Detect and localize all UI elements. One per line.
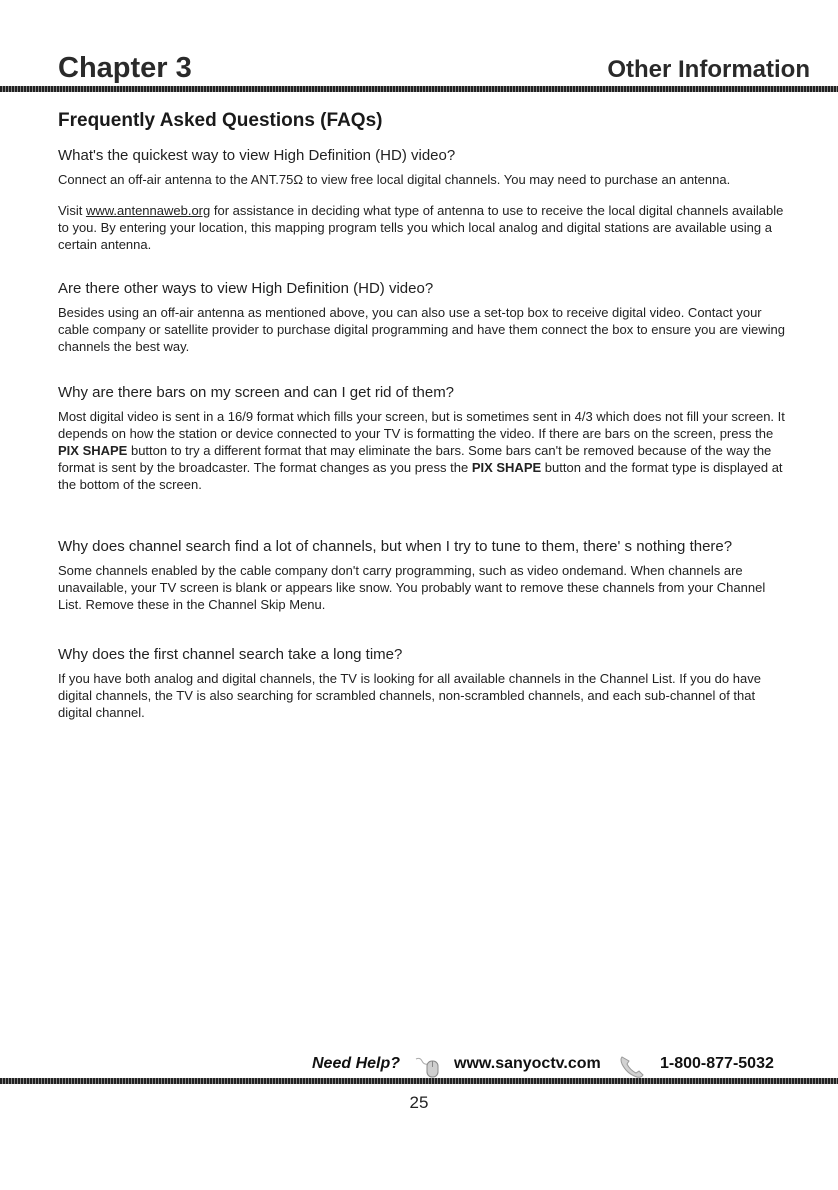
answer-text: button and the format type is displayed at the bottom of the screen. [58,460,783,492]
antennaweb-link[interactable]: www.antennaweb.org [85,203,211,218]
faq-question: Why are there bars on my screen and can I get rid of them? [58,384,455,401]
faq-answer [58,408,788,493]
help-footer [312,1053,802,1077]
page-header [58,52,810,88]
answer-text: Most digital video is sent in a 16/9 format which fills your screen, but is sometimes sent in 4/3 which does not fill your screen. It depends on how the station or device connected to your TV is formatting the video. If there are bars on the screen, press the [58,409,785,441]
faq-question: What's the quickest way to view High Definition (HD) video? [58,147,456,164]
answer-text: for assistance in deciding what type of antenna to use to receive the local digital channels available to you. By entering your location, this mapping program tells you which local analog and digital stations are available using a certain antenna. [58,203,784,252]
pix-shape-label: PIX SHAPE [58,443,128,458]
need-help-text: Need Help? [312,1055,401,1072]
faq-answer: Some channels enabled by the cable company don't carry programming, such as video ondemand. When channels are unavailable, your TV screen is blank or appears like snow. You probably want to remove these channels from your Channel List. Remove these in the Channel Skip Menu. [58,563,766,612]
faq-answer: Connect an off-air antenna to the ANT.75Ω to view free local digital channels. You may need to purchase an antenna. [58,172,731,187]
website-link[interactable]: www.sanyoctv.com [454,1055,601,1072]
faq-question: Are there other ways to view High Definition (HD) video? [58,280,434,297]
answer-text: button to try a different format that may eliminate the bars. Some bars can't be removed because of the way the format is sent by the broadcaster. The format changes as you press the [58,443,772,475]
mouse-icon [414,1055,442,1079]
phone-icon [618,1055,648,1079]
faq-item [58,383,788,493]
faq-item [58,537,788,613]
section-title: Other Information [607,56,810,83]
pix-shape-label: PIX SHAPE [471,460,542,475]
page-number: 25 [409,1093,429,1112]
faq-question: Why does channel search find a lot of channels, but when I try to tune to them, there' s nothing there? [58,538,733,555]
faq-item [58,146,788,253]
answer-text: Visit [58,203,86,218]
faq-answer: Besides using an off-air antenna as mentioned above, you can also use a set-top box to receive digital video. Contact your cable company or satellite provider to purchase digital programming and have them connect the box to ensure you are viewing channels the best way. [58,305,785,354]
faq-answer: If you have both analog and digital channels, the TV is looking for all available channels in the Channel List. If you do have digital channels, the TV is also searching for scrambled channels, non-scrambled channels, and each sub-channel of that digital channel. [58,671,761,720]
header-rule [0,86,838,92]
faq-answer [58,202,788,253]
faq-item [58,279,788,355]
chapter-title: Chapter 3 [58,52,192,84]
faq-question: Why does the first channel search take a long time? [58,646,403,663]
phone-number: 1-800-877-5032 [660,1055,774,1072]
faq-content [58,110,788,735]
page-title: Frequently Asked Questions (FAQs) [58,110,383,131]
faq-item [58,645,788,721]
footer-rule [0,1078,838,1084]
